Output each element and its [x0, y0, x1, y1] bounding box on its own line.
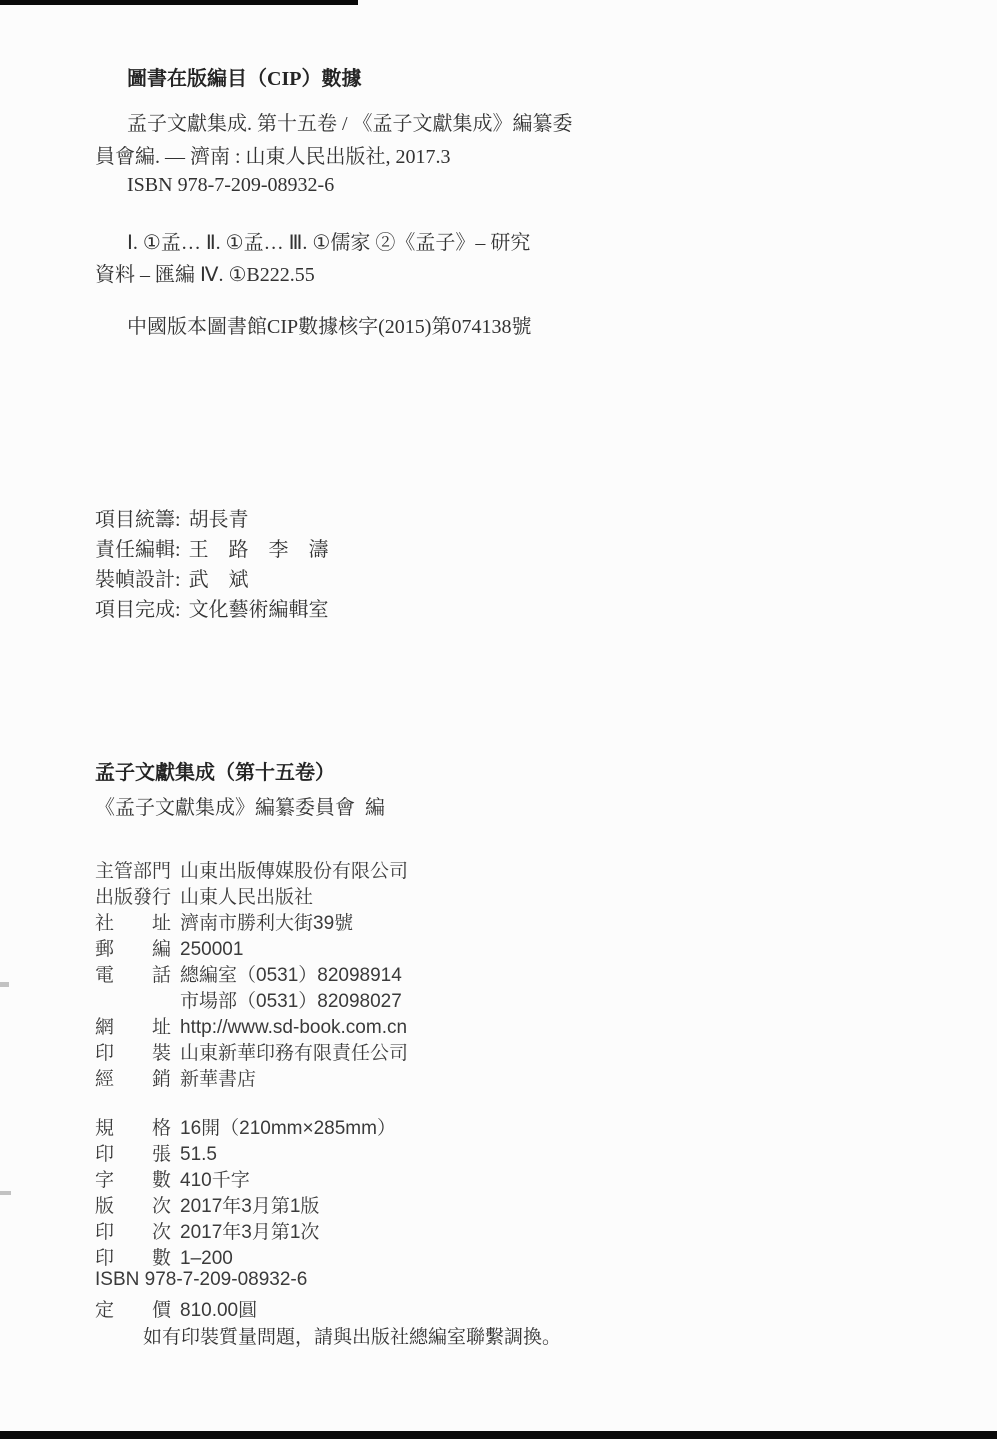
scan-edge-top-bar — [0, 0, 358, 5]
publication-row — [95, 986, 402, 1013]
cip-record-number: 中國版本圖書館CIP數據核字(2015)第074138號 — [127, 316, 532, 338]
publication-value: 山東新華印務有限責任公司 — [180, 1043, 409, 1064]
spec-row — [95, 1243, 233, 1270]
spec-value: 16開（210mm×285mm） — [180, 1118, 396, 1139]
spec-value: 1–200 — [180, 1248, 233, 1269]
spec-row — [95, 1139, 217, 1166]
publication-value: 山東人民出版社 — [180, 887, 314, 908]
price-row — [95, 1295, 257, 1322]
credit-label: 裝幀設計: — [95, 569, 181, 591]
spec-value: 2017年3月第1次 — [180, 1222, 320, 1243]
publication-value: 新華書店 — [180, 1069, 257, 1090]
spec-label: 字 數 — [95, 1170, 172, 1191]
publication-value: 250001 — [180, 939, 244, 960]
spec-row — [95, 1217, 319, 1244]
cip-heading: 圖書在版編目（CIP）數據 — [127, 68, 362, 90]
book-editor: 《孟子文獻集成》編纂委員會 編 — [95, 797, 385, 819]
publication-value: 濟南市勝利大街39號 — [180, 913, 354, 934]
credit-row — [95, 503, 249, 532]
publication-row — [95, 882, 313, 909]
scan-artifact — [0, 982, 9, 987]
spec-label: 規 格 — [95, 1118, 172, 1139]
price-value: 810.00圓 — [180, 1300, 258, 1321]
publication-row — [95, 856, 408, 883]
spec-label: 版 次 — [95, 1196, 172, 1217]
cip-entry-line1: 孟子文獻集成. 第十五卷 / 《孟子文獻集成》編纂委 — [127, 113, 573, 135]
credit-label: 責任編輯: — [95, 539, 181, 561]
cip-isbn: ISBN 978-7-209-08932-6 — [127, 174, 335, 196]
credit-value: 武 斌 — [188, 569, 249, 591]
spec-row — [95, 1191, 319, 1218]
credit-value: 王 路 李 濤 — [188, 539, 329, 561]
spec-value: 410千字 — [180, 1170, 250, 1191]
cip-classification-line2: 資料 – 匯編 Ⅳ. ①B222.55 — [95, 264, 315, 286]
price-label: 定 價 — [95, 1300, 172, 1321]
publication-label: 網 址 — [95, 1017, 172, 1038]
spec-label: 印 次 — [95, 1222, 172, 1243]
isbn-line: ISBN 978-7-209-08932-6 — [95, 1269, 308, 1290]
book-title: 孟子文獻集成（第十五卷） — [95, 762, 335, 784]
publication-value: 市場部（0531）82098027 — [180, 991, 402, 1012]
spec-label: 印 數 — [95, 1248, 172, 1269]
publication-label: 印 裝 — [95, 1043, 172, 1064]
publication-label: 郵 編 — [95, 939, 172, 960]
publication-row — [95, 1064, 256, 1091]
publication-row — [95, 960, 402, 987]
publication-row — [95, 1038, 408, 1065]
spec-row — [95, 1113, 396, 1140]
publication-value: 山東出版傳媒股份有限公司 — [180, 861, 409, 882]
credit-label: 項目完成: — [95, 599, 181, 621]
publication-label: 電 話 — [95, 965, 172, 986]
cip-classification-line1: Ⅰ. ①孟… Ⅱ. ①孟… Ⅲ. ①儒家 ②《孟子》– 研究 — [127, 232, 531, 254]
publication-label: 社 址 — [95, 913, 172, 934]
spec-row — [95, 1165, 250, 1192]
publication-label: 主管部門 — [95, 861, 172, 882]
credit-row — [95, 533, 329, 562]
scan-edge-bottom-bar — [0, 1431, 997, 1439]
credit-row — [95, 593, 329, 622]
scan-artifact — [0, 1191, 11, 1195]
credit-label: 項目統籌: — [95, 509, 181, 531]
credit-row — [95, 563, 249, 592]
spec-label: 印 張 — [95, 1144, 172, 1165]
publication-value: 總編室（0531）82098914 — [180, 965, 402, 986]
spec-value: 51.5 — [180, 1144, 217, 1165]
cip-entry-line2: 員會編. — 濟南 : 山東人民出版社, 2017.3 — [95, 146, 451, 168]
quality-notice: 如有印裝質量問題，請與出版社總編室聯繫調換。 — [143, 1327, 562, 1348]
publication-label: 經 銷 — [95, 1069, 172, 1090]
publication-row — [95, 908, 353, 935]
publication-row — [95, 1012, 407, 1039]
credit-value: 胡長青 — [188, 509, 249, 531]
publication-value: http://www.sd-book.com.cn — [180, 1017, 408, 1038]
publication-row — [95, 934, 243, 961]
spec-value: 2017年3月第1版 — [180, 1196, 320, 1217]
publication-label: 出版發行 — [95, 887, 172, 908]
credit-value: 文化藝術編輯室 — [188, 599, 329, 621]
